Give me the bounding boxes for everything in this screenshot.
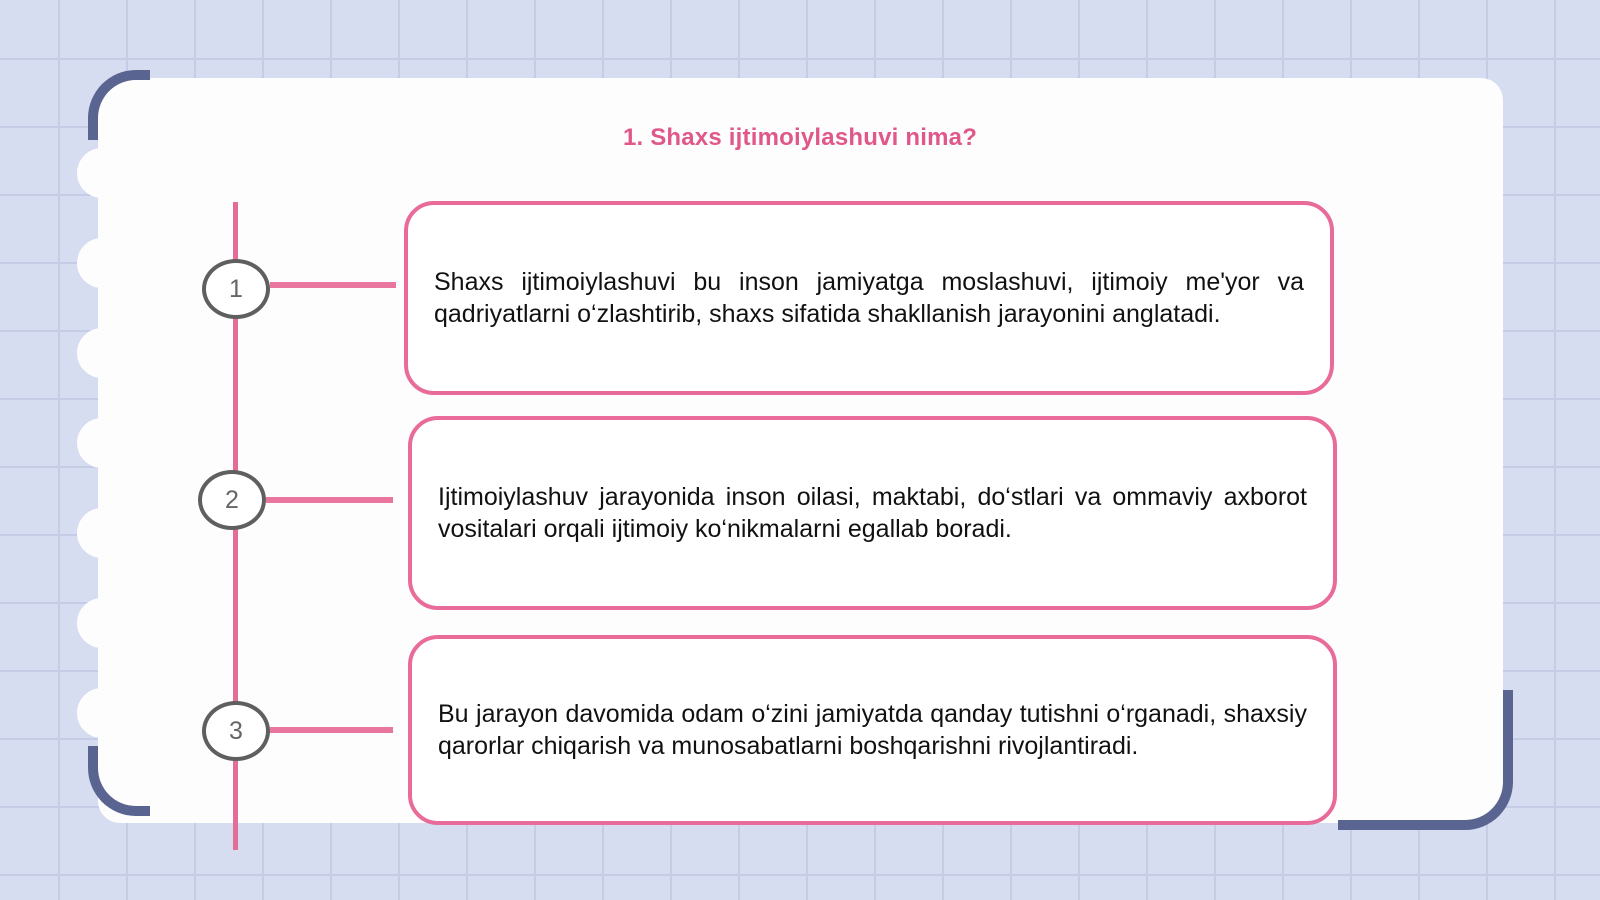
step-card [404,201,1334,395]
step-number-badge: 2 [198,470,266,530]
step-number-badge: 1 [202,259,270,319]
timeline-connector [270,727,393,733]
step-text: Ijtimoiylashuv jarayonida inson oilasi, maktabi, do‘stlari va ommaviy axborot vositalari orqali ijtimoiy ko‘nikmalarni egallab boradi. [438,483,1307,543]
step-text: Bu jarayon davomida odam o‘zini jamiyatda qanday tutishni o‘rganadi, shaxsiy qarorlar chiqarish va munosabatlarni boshqarishni rivojlantiradi. [438,700,1307,760]
card-scallop [77,418,127,468]
timeline-connector [266,497,393,503]
step-number-badge: 3 [202,701,270,761]
card-scallop [77,688,127,738]
card-scallop [77,148,127,198]
card-scallop [77,508,127,558]
card-scallop [77,598,127,648]
card-scallop [77,328,127,378]
timeline-connector [270,282,396,288]
step-text: Shaxs ijtimoiylashuvi bu inson jamiyatga moslashuvi, ijtimoiy me'yor va qadriyatlarni o‘zlashtirib, shaxs sifatida shakllanish jarayonini anglatadi. [434,268,1304,328]
card-scallop [77,238,127,288]
step-card [408,635,1337,825]
step-card [408,416,1337,610]
slide-title: 1. Shaxs ijtimoiylashuvi nima? [622,124,978,151]
frame-corner-bottom-right [1338,690,1513,830]
frame-corner-bottom-left [88,746,150,816]
